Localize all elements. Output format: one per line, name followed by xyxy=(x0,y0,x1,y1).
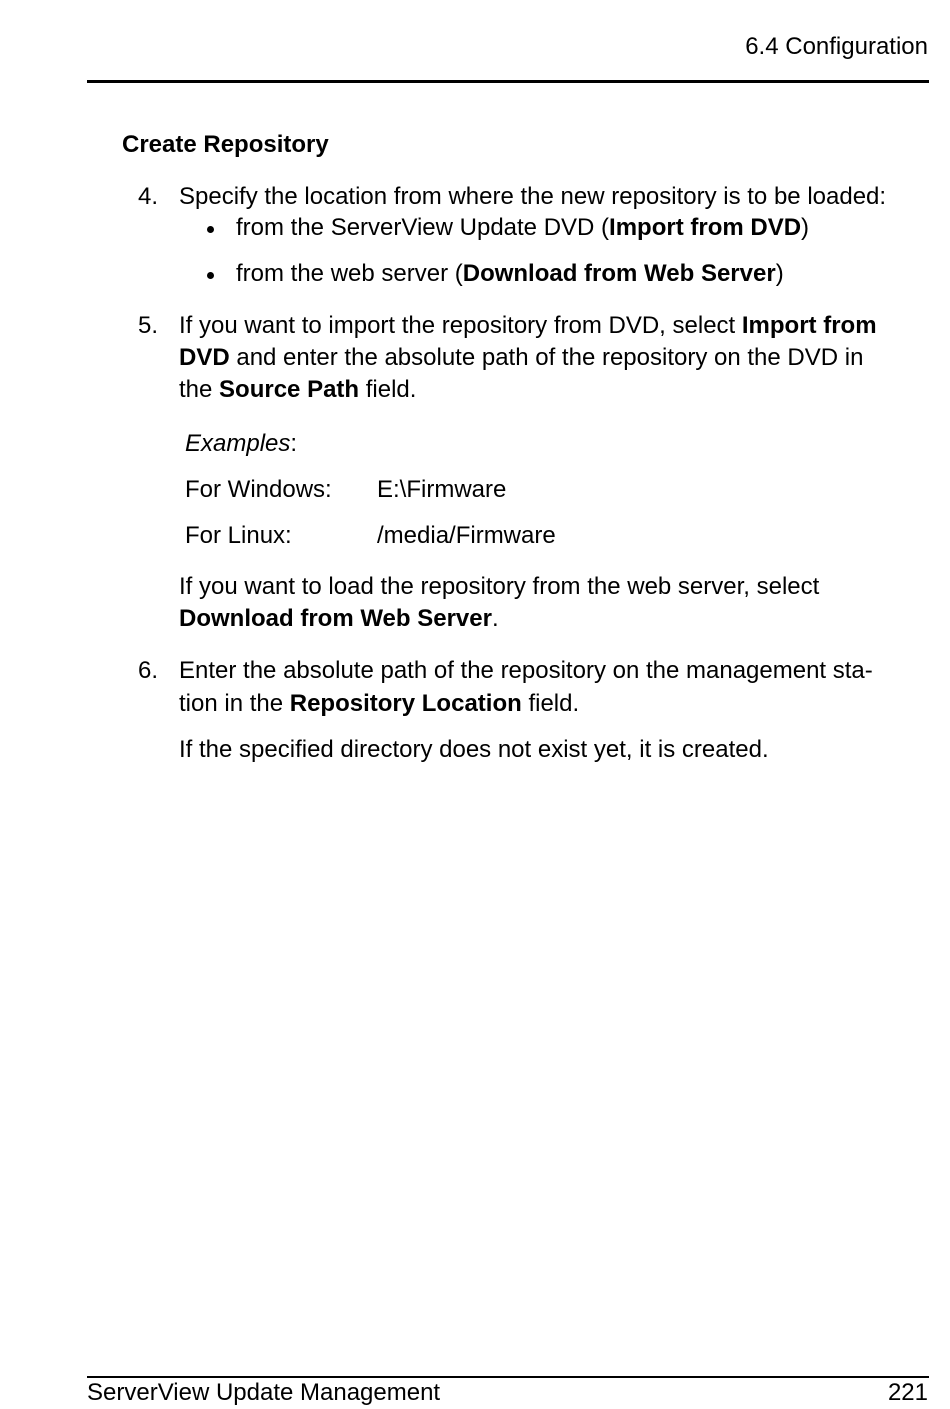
example-os-linux: For Linux: xyxy=(185,522,292,549)
examples-label: Examples: xyxy=(185,430,298,457)
section-heading: Create Repository xyxy=(122,131,329,158)
bullet-dot-icon xyxy=(207,272,214,279)
example-path-linux: /media/Firmware xyxy=(377,522,556,549)
header-rule xyxy=(87,80,929,83)
footer-title: ServerView Update Management xyxy=(87,1379,441,1406)
step-6-number: 6. xyxy=(138,657,159,684)
step-5-web-line-2: Download from Web Server. xyxy=(179,605,499,632)
step-6-note: If the specified directory does not exist yet, it is created. xyxy=(179,736,769,763)
running-header: 6.4 Configuration xyxy=(745,33,928,60)
example-path-windows: E:\Firmware xyxy=(377,476,507,503)
step-4-bullet-web: from the web server (Download from Web Server) xyxy=(236,260,784,287)
example-os-windows: For Windows: xyxy=(185,476,332,503)
step-4-bullet-dvd: from the ServerView Update DVD (Import from DVD) xyxy=(236,214,810,241)
step-4-number: 4. xyxy=(138,183,159,210)
step-6-line-1: Enter the absolute path of the repository on the management sta- xyxy=(179,657,873,684)
bullet-dot-icon xyxy=(207,226,214,233)
page-number: 221 xyxy=(887,1379,928,1406)
step-5-web-line-1: If you want to load the repository from the web server, select xyxy=(179,573,820,600)
step-5-number: 5. xyxy=(138,312,159,339)
step-6-line-2: tion in the Repository Location field. xyxy=(179,690,580,717)
step-5-line-1: If you want to import the repository from DVD, select Import from xyxy=(179,312,877,339)
step-4-text: Specify the location from where the new repository is to be loaded: xyxy=(179,183,887,210)
step-5-line-3: the Source Path field. xyxy=(179,376,417,403)
step-5-line-2: DVD and enter the absolute path of the repository on the DVD in xyxy=(179,344,864,371)
